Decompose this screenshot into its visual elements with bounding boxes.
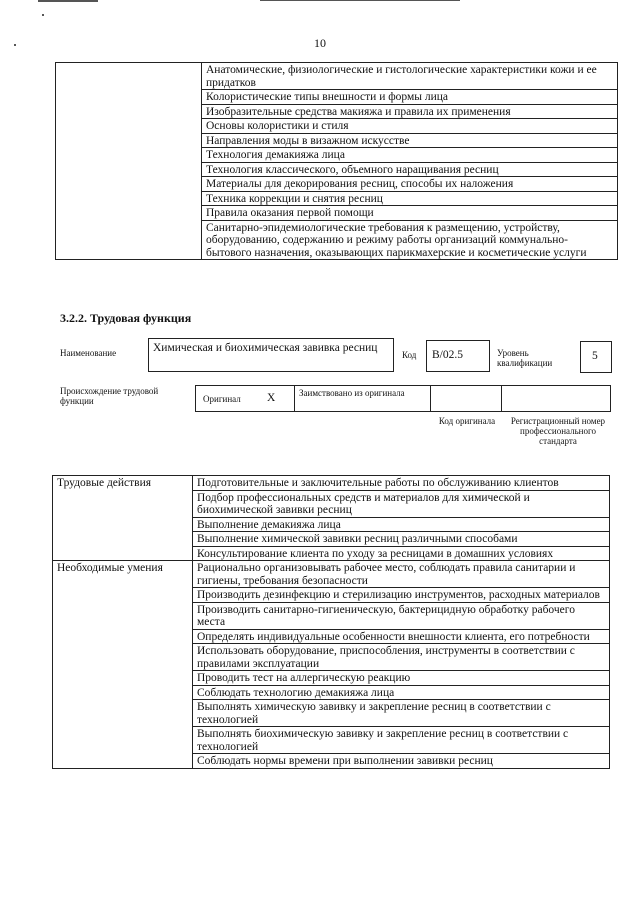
knowledge-item: Технология демакияжа лица <box>202 148 618 163</box>
skill-item: Определять индивидуальные особенности внешности клиента, его потребности <box>193 629 610 644</box>
skill-item: Выполнять биохимическую завивку и закрепление ресниц в соответствии с технологией <box>193 727 610 754</box>
skill-item: Использовать оборудование, приспособления, инструменты в соответствии с правилами эксплуатации <box>193 644 610 671</box>
name-label: Наименование <box>60 348 117 358</box>
skill-item: Производить дезинфекцию и стерилизацию инструментов, расходных материалов <box>193 588 610 603</box>
reg-number-box <box>501 385 611 412</box>
knowledge-item: Техника коррекции и снятия ресниц <box>202 191 618 206</box>
action-item: Выполнение демакияжа лица <box>193 517 610 532</box>
code-value: B/02.5 <box>432 349 463 361</box>
section-title: 3.2.2. Трудовая функция <box>60 311 192 325</box>
skills-label: Необходимые умения <box>53 561 193 769</box>
action-item: Подбор профессиональных средств и материалов для химической и биохимической завивки ресниц <box>193 490 610 517</box>
skill-item: Рационально организовывать рабочее место, соблюдать правила санитарии и гигиены, требования безопасности <box>193 561 610 588</box>
level-label: Уровень квалификации <box>497 348 553 368</box>
skill-item: Соблюдать нормы времени при выполнении завивки ресниц <box>193 754 610 769</box>
knowledge-item: Материалы для декорирования ресниц, способы их наложения <box>202 177 618 192</box>
action-item: Подготовительные и заключительные работы по обслуживанию клиентов <box>193 476 610 491</box>
origin-label: Происхождение трудовой функции <box>60 386 159 406</box>
code-original-box <box>430 385 502 412</box>
knowledge-item: Основы колористики и стиля <box>202 119 618 134</box>
code-label: Код <box>402 350 417 360</box>
knowledge-table <box>55 62 618 260</box>
scan-artifact <box>38 0 98 2</box>
skill-item: Выполнять химическую завивку и закрепление ресниц в соответствии с технологией <box>193 700 610 727</box>
knowledge-item: Изобразительные средства макияжа и правила их применения <box>202 104 618 119</box>
original-mark: X <box>267 392 276 404</box>
knowledge-category-cell <box>56 63 202 260</box>
knowledge-item: Направления моды в визажном искусстве <box>202 133 618 148</box>
action-item: Выполнение химической завивки ресниц различными способами <box>193 532 610 547</box>
knowledge-item: Технология классического, объемного наращивания ресниц <box>202 162 618 177</box>
code-original-label: Код оригинала <box>438 416 496 426</box>
scan-artifact <box>260 0 460 1</box>
borrowed-label: Заимствовано из оригинала <box>299 388 405 398</box>
actions-label: Трудовые действия <box>53 476 193 561</box>
knowledge-item: Колористические типы внешности и формы лица <box>202 90 618 105</box>
labor-function-table <box>52 475 610 769</box>
skill-item: Проводить тест на аллергическую реакцию <box>193 671 610 686</box>
knowledge-item: Анатомические, физиологические и гистологические характеристики кожи и ее придатков <box>202 63 618 90</box>
name-value: Химическая и биохимическая завивка ресниц <box>153 342 378 354</box>
action-item: Консультирование клиента по уходу за ресницами в домашних условиях <box>193 546 610 561</box>
original-label: Оригинал <box>203 394 241 404</box>
skill-item: Производить санитарно-гигиеническую, бактерицидную обработку рабочего места <box>193 602 610 629</box>
reg-number-label: Регистрационный номер профессионального стандарта <box>510 416 606 446</box>
knowledge-item: Санитарно-эпидемиологические требования к размещению, устройству, оборудованию, содержанию и режиму работы организаций коммунально-бытового назначения, оказывающих парикмахерские и косметические услуги <box>202 220 618 260</box>
skill-item: Соблюдать технологию демакияжа лица <box>193 685 610 700</box>
level-value: 5 <box>592 350 598 362</box>
page-number: 10 <box>314 36 326 50</box>
scan-artifact <box>42 14 44 16</box>
knowledge-item: Правила оказания первой помощи <box>202 206 618 221</box>
